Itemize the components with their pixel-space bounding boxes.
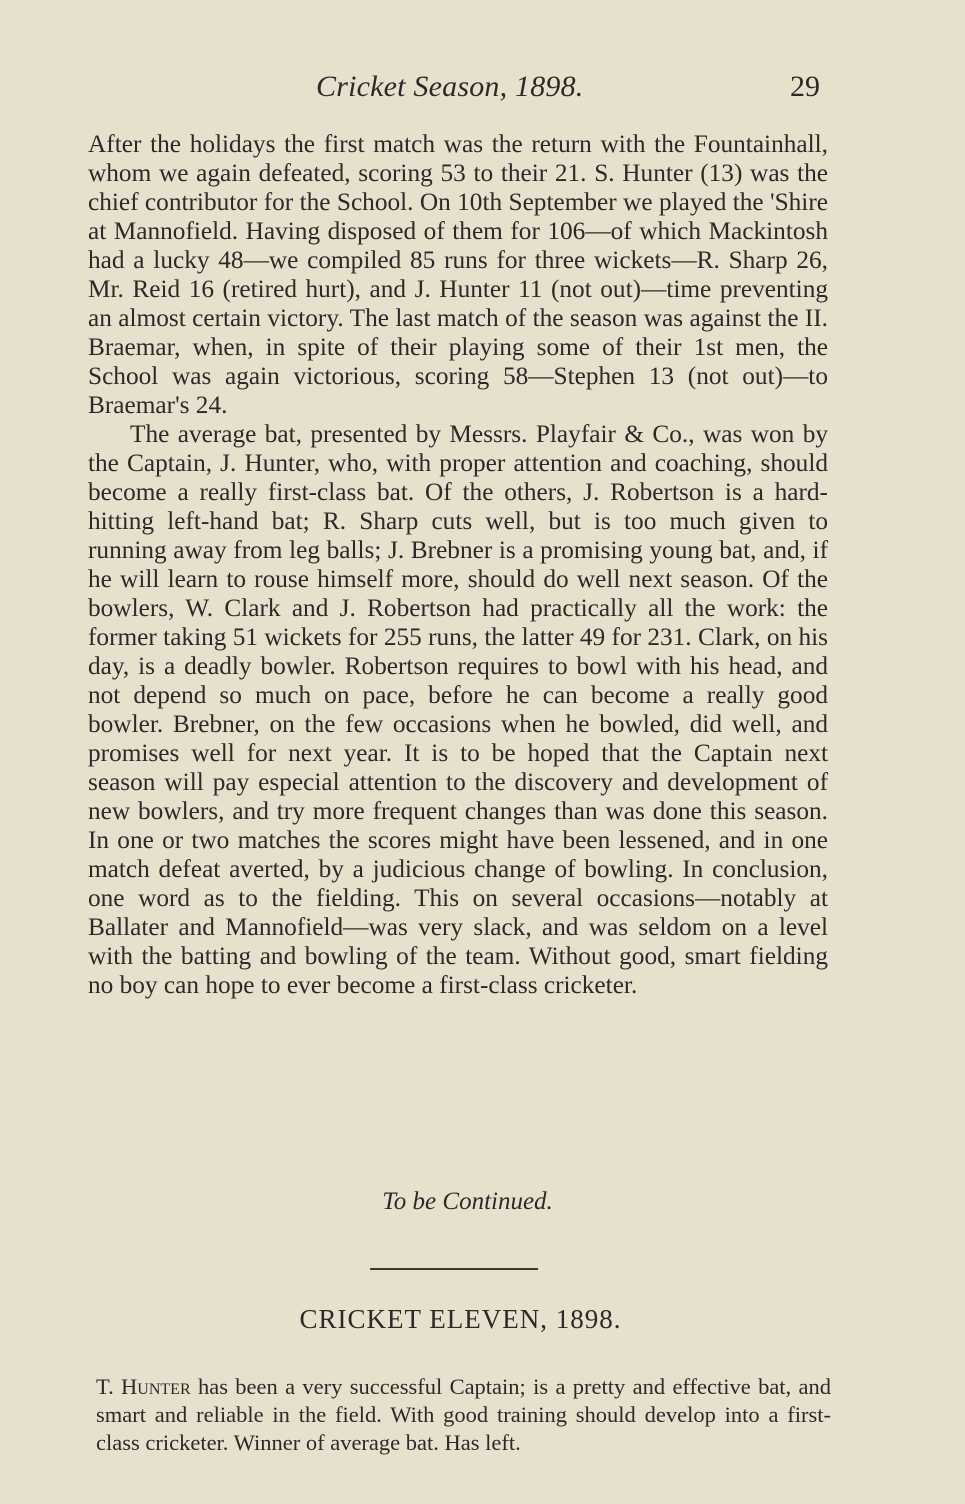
section-heading-text: CRICKET ELEVEN, 1898.: [299, 1304, 622, 1334]
paragraph-averages: The average bat, presented by Messrs. Playfair & Co., was won by the Captain, J. Hunter, who, with proper attention and coaching, should become a really first-class bat. Of the others, J. Robertson is a hard-hitting left-hand bat; R. Sharp cuts well, but is too much given to running away from leg balls; J. Brebner is a promising young bat, and, if he will learn to rouse himself more, should do well next season. Of the bowlers, W. Clark and J. Robertson had practically all the work: the former taking 51 wickets for 255 runs, the latter 49 for 231. Clark, on his day, is a deadly bowler. Robertson requires to bowl with his head, and not depend so much on pace, before he can become a really good bowler. Brebner, on the few occasions when he bowled, did well, and promises well for next year. It is to be hoped that the Captain next season will pay especial attention to the discovery and development of new bowlers, and try more frequent changes than was done this season. In one or two matches the scores might have been lessened, and in one match defeat averted, by a judicious change of bowling. In conclusion, one word as to the fielding. This on several occasions—notably at Ballater and Mannofield—was very slack, and was seldom on a level with the batting and bowling of the team. Without good, smart fielding no boy can hope to ever become a first-class cricketer.: [88, 420, 828, 999]
player-entry: [96, 1373, 831, 1457]
player-description: has been a very successful Captain; is a pretty and effective bat, and smart and reliable in the field. With good training should develop into a first-class cricketer. Winner of average bat. Has left.: [96, 1373, 832, 1455]
player-name: T. Hunter: [96, 1373, 191, 1399]
paragraph-match-report: After the holidays the first match was the return with the Fountainhall, whom we again defeated, scoring 53 to their 21. S. Hunter (13) was the chief contributor for the School. On 10th September we played the 'Shire at Mannofield. Having disposed of them for 106—of which Mackintosh had a lucky 48—we compiled 85 runs for three wickets—R. Sharp 26, Mr. Reid 16 (retired hurt), and J. Hunter 11 (not out)—time preventing an almost certain victory. The last match of the season was against the II. Braemar, when, in spite of their playing some of their 1st men, the School was again victorious, scoring 58—Stephen 13 (not out)—to Braemar's 24.: [88, 130, 828, 419]
running-head: [0, 68, 965, 108]
running-title: Cricket Season, 1898.: [316, 70, 584, 103]
page-number: 29: [790, 70, 820, 103]
section-heading: [0, 1304, 965, 1335]
section-divider: [370, 1268, 538, 1270]
to-be-continued-text: To be Continued.: [382, 1188, 553, 1215]
body-text: [88, 130, 828, 1000]
to-be-continued: [0, 1188, 965, 1216]
